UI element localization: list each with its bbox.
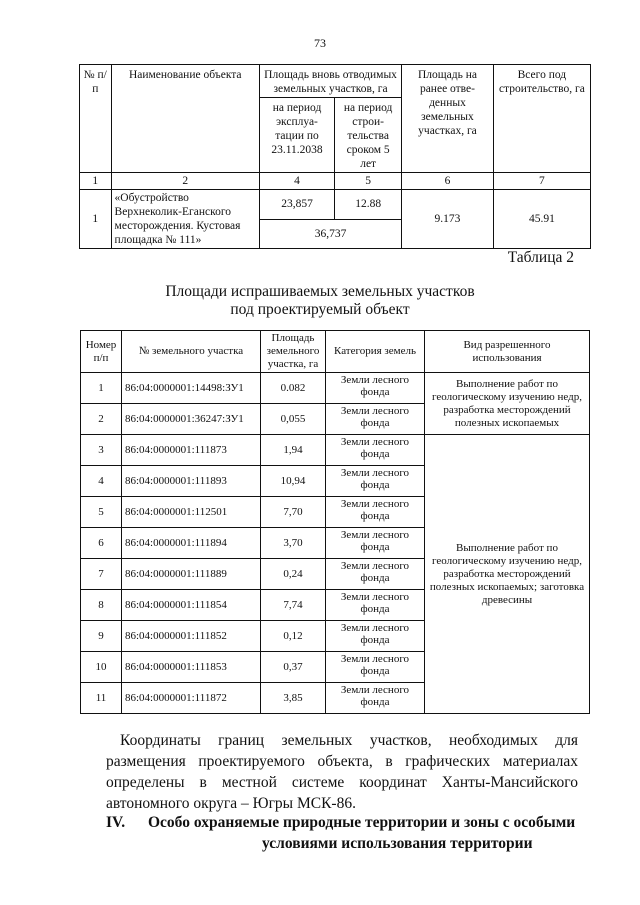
t2-cell-area: 0,24: [261, 559, 326, 590]
t1-header-area-total: Всего под строительство, га: [493, 65, 590, 173]
t1-row-total: 45.91: [493, 190, 590, 249]
table-2-title-line-1: Площади испрашиваемых земельных участков: [165, 283, 475, 300]
t1-col-numbers-row: [80, 173, 591, 190]
t2-cell-cad: 86:04:0000001:111854: [122, 590, 261, 621]
t1-header-area-construct: на период строи-тельства сроком 5 лет: [335, 98, 402, 173]
t2-header-use: Вид разрешенного использования: [425, 331, 590, 373]
t1-header-area-prev: Площадь на ранее отве-денных земельных участках, га: [402, 65, 494, 173]
table-2-label: Таблица 2: [507, 249, 574, 266]
t2-cell-area: 10,94: [261, 466, 326, 497]
t2-cell-cad: 86:04:0000001:14498:ЗУ1: [122, 373, 261, 404]
t2-cell-area: 0,12: [261, 621, 326, 652]
t2-cell-cat: Земли лесного фонда: [326, 497, 425, 528]
t1-header-area-new: Площадь вновь отводимых земельных участков, га: [259, 65, 401, 98]
t1-row-sum: 36,737: [259, 219, 401, 249]
t2-cell-area: 1,94: [261, 435, 326, 466]
t2-cell-num: 7: [81, 559, 122, 590]
paragraph-text: Координаты границ земельных участков, необходимых для размещения проектируемого объекта, в графических материалах определены в местной системе координат Ханты-Мансийского автономного округа – Югры МСК-86.: [106, 732, 578, 812]
t2-cell-cad: 86:04:0000001:111872: [122, 683, 261, 714]
t2-cell-num: 5: [81, 497, 122, 528]
t1-row-name: «Обустройство Верхнеколик-Еганского месторождения. Кустовая площадка № 111»: [111, 190, 259, 249]
t2-cell-num: 6: [81, 528, 122, 559]
t2-cell-cad: 86:04:0000001:111873: [122, 435, 261, 466]
section-title-line-2: условиями использования территории: [262, 835, 533, 852]
t1-header-name: Наименование объекта: [111, 65, 259, 173]
t1-header-area-exploit: на период эксплуа-тации по 23.11.2038: [259, 98, 334, 173]
table-2-title: [0, 283, 640, 319]
t2-cell-area: 3,85: [261, 683, 326, 714]
t2-row: [81, 373, 590, 404]
t1-row-exploit: 23,857: [259, 190, 334, 220]
t2-cell-area: 7,70: [261, 497, 326, 528]
t2-cell-num: 10: [81, 652, 122, 683]
t2-cell-cat: Земли лесного фонда: [326, 590, 425, 621]
t2-cell-area: 3,70: [261, 528, 326, 559]
t2-row: [81, 435, 590, 466]
t2-cell-area: 0.082: [261, 373, 326, 404]
t2-cell-cat: Земли лесного фонда: [326, 404, 425, 435]
table-2: [80, 330, 590, 714]
section-number: IV.: [106, 814, 126, 831]
t2-cell-cat: Земли лесного фонда: [326, 373, 425, 404]
t2-cell-use-group-2: Выполнение работ по геологическому изучению недр, разработка месторождений полезных ископаемых; заготовка древесины: [425, 435, 590, 714]
t2-cell-cat: Земли лесного фонда: [326, 435, 425, 466]
t2-cell-cad: 86:04:0000001:111893: [122, 466, 261, 497]
t2-cell-num: 4: [81, 466, 122, 497]
t2-header-num: Номер п/п: [81, 331, 122, 373]
t1-row-num: 1: [80, 190, 112, 249]
table-2-title-line-2: под проектируемый объект: [230, 301, 410, 318]
t2-cell-cad: 86:04:0000001:111853: [122, 652, 261, 683]
t2-cell-num: 3: [81, 435, 122, 466]
t2-header-cad: № земельного участка: [122, 331, 261, 373]
section-title-line-1: Особо охраняемые природные территории и зоны с особыми: [148, 814, 576, 831]
t2-header-area: Площадь земельного участка, га: [261, 331, 326, 373]
t1-col-number: 4: [259, 173, 334, 190]
t2-cell-num: 9: [81, 621, 122, 652]
page-number: 73: [314, 36, 326, 50]
t2-cell-cat: Земли лесного фонда: [326, 683, 425, 714]
t2-header-row: [81, 331, 590, 373]
t2-body: [81, 373, 590, 714]
t2-cell-num: 11: [81, 683, 122, 714]
t2-cell-cat: Земли лесного фонда: [326, 652, 425, 683]
t2-cell-cad: 86:04:0000001:36247:ЗУ1: [122, 404, 261, 435]
coordinates-paragraph: [106, 730, 578, 814]
t2-cell-num: 2: [81, 404, 122, 435]
t2-cell-area: 0,055: [261, 404, 326, 435]
t1-col-number: 7: [493, 173, 590, 190]
t1-row-construct: 12.88: [335, 190, 402, 220]
t2-cell-cat: Земли лесного фонда: [326, 466, 425, 497]
t2-cell-area: 0,37: [261, 652, 326, 683]
t2-cell-cat: Земли лесного фонда: [326, 621, 425, 652]
section-heading: [106, 812, 586, 854]
t1-col-number: 5: [335, 173, 402, 190]
t2-header-cat: Категория земель: [326, 331, 425, 373]
t1-col-number: 2: [111, 173, 259, 190]
t1-col-number: 6: [402, 173, 494, 190]
table-1: [79, 64, 591, 249]
t2-cell-area: 7,74: [261, 590, 326, 621]
t2-cell-num: 1: [81, 373, 122, 404]
t2-cell-cat: Земли лесного фонда: [326, 528, 425, 559]
t1-col-number: 1: [80, 173, 112, 190]
t1-header-num: № п/п: [80, 65, 112, 173]
t2-cell-cad: 86:04:0000001:111852: [122, 621, 261, 652]
t2-cell-num: 8: [81, 590, 122, 621]
t2-cell-cad: 86:04:0000001:111894: [122, 528, 261, 559]
t2-cell-use-group-1: Выполнение работ по геологическому изучению недр, разработка месторождений полезных ископаемых: [425, 373, 590, 435]
t2-cell-cad: 86:04:0000001:112501: [122, 497, 261, 528]
t2-cell-cat: Земли лесного фонда: [326, 559, 425, 590]
t2-cell-cad: 86:04:0000001:111889: [122, 559, 261, 590]
t1-row-prev: 9.173: [402, 190, 494, 249]
